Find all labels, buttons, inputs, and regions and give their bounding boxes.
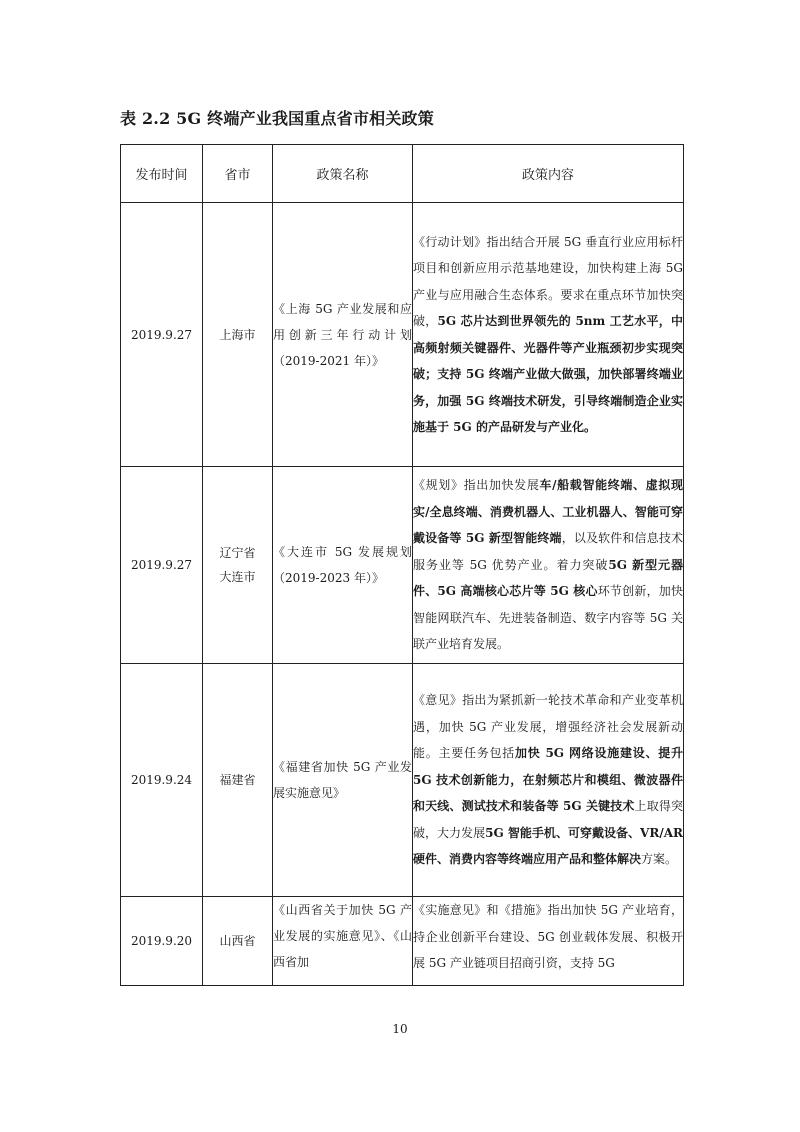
- province-cell: [203, 897, 273, 986]
- content-segment: ，以及软件和信息技术服务业等 5G 优势产业。着力突破: [413, 531, 683, 572]
- province-cell: [203, 664, 273, 897]
- content-segment: 《行动计划》指出结合开展 5G 垂直行业应用标杆项目和创新应用示范基地建设，加快构建上海 5G 产业与应用融合生态体系。要求在重点环节加快突破，: [413, 234, 683, 328]
- policy-name-cell: 《山西省关于加快 5G 产业发展的实施意见》、《山西省加: [273, 897, 413, 986]
- province-cell: [203, 467, 273, 664]
- header-policy-name: 政策名称: [273, 145, 413, 203]
- province-name: 福建省: [219, 773, 256, 787]
- content-segment: 方案。: [641, 852, 678, 867]
- policy-content-cell: [413, 467, 684, 664]
- policy-name-cell: 《福建省加快 5G 产业发展实施意见》: [273, 664, 413, 897]
- date-cell: 2019.9.27: [121, 467, 203, 664]
- content-segment: 上取得突破，大力发展: [413, 799, 683, 840]
- date-cell: 2019.9.24: [121, 664, 203, 897]
- content-segment-bold: 5G 智能手机、可穿戴设备、VR/AR 硬件、消费内容等终端应用产品和整体解决: [413, 825, 683, 867]
- content-segment: 《规划》指出加快发展: [413, 478, 540, 493]
- page-number: 10: [392, 1022, 408, 1036]
- table-row: [121, 203, 684, 467]
- table-row: [121, 664, 684, 897]
- table-row: [121, 467, 684, 664]
- policy-name-cell: 《上海 5G 产业发展和应用创新三年行动计划（2019-2021 年）》: [273, 203, 413, 467]
- date-cell: 2019.9.27: [121, 203, 203, 467]
- content-segment-bold: 加快 5G 网络设施建设、提升 5G 技术创新能力，在射频芯片和模组、微波器件和天线、测试技术和装备等 5G 关键技术: [413, 746, 683, 814]
- table-row: [121, 897, 684, 986]
- header-province: 省市: [203, 145, 273, 203]
- date-cell: 2019.9.20: [121, 897, 203, 986]
- content-segment-bold: 车/船载智能终端、虚拟现实/全息终端、消费机器人、工业机器人、智能可穿戴设备等 5G 新型智能终端: [413, 478, 683, 546]
- province-name: 上海市: [219, 327, 256, 342]
- content-segment: 《实施意见》和《措施》指出加快 5G 产业培育，持企业创新平台建设、5G 创业载体发展、积极开展 5G 产业链项目招商引资，支持 5G: [413, 903, 683, 970]
- content-segment: 《意见》指出为紧抓新一轮技术革命和产业变革机遇，加快 5G 产业发展，增强经济社会发展新动能。主要任务包括: [413, 693, 683, 761]
- content-segment-bold: 5G 新型元器件、5G 高端核心芯片等 5G 核心: [413, 557, 684, 599]
- content-segment: 环节创新，加快智能网联汽车、先进装备制造、数字内容等 5G 关联产业培育发展。: [413, 584, 683, 652]
- policy-name-cell: 《大连市 5G 发展规划（2019-2023 年）》: [273, 467, 413, 664]
- policy-table: [120, 144, 684, 986]
- policy-content-cell: [413, 897, 684, 986]
- province-cell: [203, 203, 273, 467]
- province-name: 辽宁省: [219, 546, 256, 560]
- policy-content-cell: [413, 664, 684, 897]
- table-header-row: [121, 145, 684, 203]
- policy-content-cell: [413, 203, 684, 467]
- province-name: 山西省: [219, 934, 256, 948]
- header-date: 发布时间: [121, 145, 203, 203]
- header-policy-content: 政策内容: [413, 145, 684, 203]
- table-caption: 表 2.2 5G 终端产业我国重点省市相关政策: [120, 109, 434, 128]
- city-name: 大连市: [219, 570, 256, 584]
- content-segment-bold: 5G 芯片达到世界领先的 5nm 工艺水平，中高频射频关键器件、光器件等产业瓶颈初步实现突破；支持 5G 终端产业做大做强，加快部署终端业务，加强 5G 终端技术研发，引导终端制造企业实施基于 5G 的产品研发与产业化。: [413, 314, 683, 434]
